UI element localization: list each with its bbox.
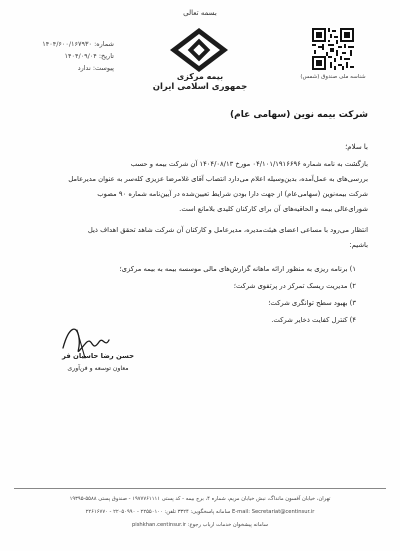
signer-title: معاون توسعه و فن‌آوری [67, 365, 129, 372]
paragraph-1-line-3: شرکت بیمه‌نوین (سهامی‌عام) از جهت دارا بودن شرایط تعیین‌شده در آیین‌نامه شماره ۹۰ مصوب [97, 190, 368, 198]
letter-date: تاریخ: ۱۴۰۴/۰۹/۰۴ [64, 52, 114, 60]
qr-caption: شناسه ملی صندوق (شمس) [300, 74, 366, 80]
qr-code-icon [312, 28, 354, 70]
letter-number: شماره: ۱۴۰۴/۶۰۰/۱۶۷۹۳۰ [42, 40, 114, 48]
footer-portal: سامانه پیشخوان خدمات ارباب رجوع: pishkhan.centinsur.ir [131, 522, 269, 528]
signer-name: حسن رضا حاسیان فر [61, 352, 134, 360]
goal-item-3: ۳) بهبود سطح توانگری شرکت؛ [268, 299, 356, 307]
footer-divider [14, 488, 386, 489]
goal-item-1: ۱) برنامه ریزی به منظور ارائه ماهانه گزارش‌های مالی موسسه بیمه به بیمه مرکزی؛ [119, 265, 356, 273]
paragraph-1-line-2: بررسی‌های به عمل‌آمده، بدین‌وسیله اعلام می‌دارد انتصاب آقای غلامرضا عزیزی کله‌سر به عنوان مدیرعامل [68, 175, 368, 183]
central-insurance-logo-icon [170, 28, 228, 72]
goal-item-4: ۴) کنترل کفایت ذخایر شرکت. [271, 316, 356, 324]
addressee: شرکت بیمه نوین (سهامی عام) [230, 110, 368, 120]
footer-contact: E-mail: Secretariat@centinsur.ir سامانه پاسخگویی: ۳۳۲۴ تلفن: ۲۲۵۵۰۱۰۰ - ۲۲۰۵۰۹۹۰ - ۲۲۶۱۶۷۷۰ [85, 509, 315, 515]
footer-address: تهران، خیابان آفسون مانداگ، نبش خیابان مریم، شماره ۴، برج بیمه - کد پستی ۱۹۷۷۷۶۱۱۱۱ - صندوق پستی ۵۵۸۸-۱۹۳۹۵ [69, 496, 331, 502]
salutation: با سلام؛ [345, 143, 368, 151]
org-name-line1: بیمه مرکزی [176, 72, 224, 81]
paragraph-2-line-2: باشیم: [349, 241, 368, 249]
bismillah-heading: بسمه تعالی [183, 9, 217, 17]
org-name-line2: جمهوری اسلامی ایران [152, 82, 248, 92]
paragraph-1-line-1: بازگشت به نامه شماره ۰۴/۱۰۱/۱۹۱۶۶۹۶ مورخ ۱۴۰۴/۰۸/۱۳ آن شرکت بیمه و حسب [130, 160, 368, 168]
letter-attachment: پیوست: ندارد [77, 64, 114, 72]
paragraph-1-line-4: شورای‌عالی بیمه و الحاقیه‌های آن برای کارکنان کلیدی بلامانع است. [179, 205, 368, 213]
paragraph-2-line-1: انتظار می‌رود با مساعی اعضای هیئت‌مدیره، مدیرعامل و کارکنان آن شرکت شاهد تحقق اهداف ذیل [87, 226, 368, 234]
goal-item-2: ۲) مدیریت ریسک تمرکز در پرتفوی شرکت؛ [233, 282, 356, 290]
